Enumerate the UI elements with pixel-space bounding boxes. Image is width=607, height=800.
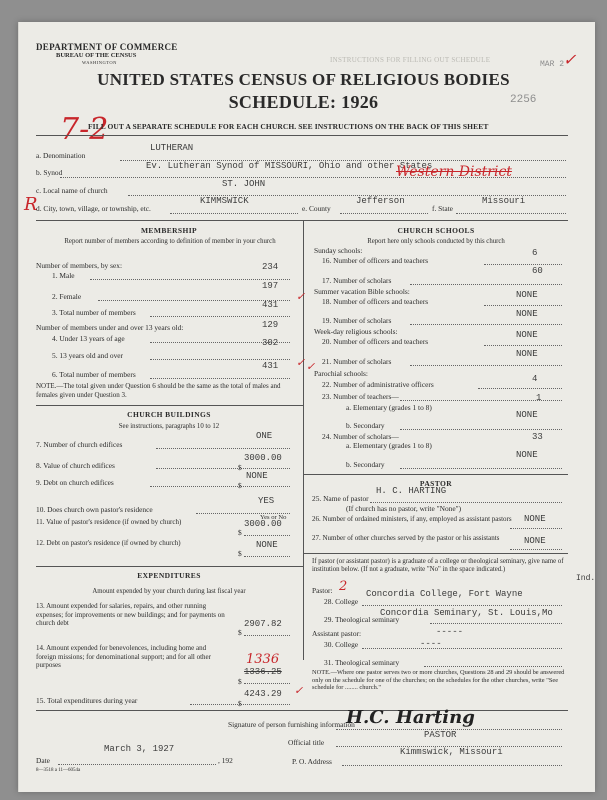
q2-value: 197	[262, 281, 279, 291]
denomination-label: a. Denomination	[36, 151, 86, 160]
form-schedule: SCHEDULE: 1926	[228, 92, 379, 112]
q11-label: 11. Value of pastor's residence (if owned by church)	[36, 518, 182, 526]
q25-label: 25. Name of pastor	[312, 494, 369, 503]
under-over-13-label: Number of members under and over 13 years old:	[36, 323, 184, 332]
membership-instruction: Report number of members according to definition of member in your church	[64, 238, 276, 245]
pastor-heading: PASTOR	[419, 479, 453, 488]
q9-dollar: $	[238, 481, 242, 490]
po-address-label: P. O. Address	[292, 757, 332, 766]
denomination-value: LUTHERAN	[150, 143, 194, 153]
date-label: Date	[36, 756, 50, 765]
handwritten-code: 7-2	[60, 112, 109, 147]
q16-label: 16. Number of officers and teachers	[322, 256, 429, 265]
form-title: UNITED STATES CENSUS OF RELIGIOUS BODIES	[97, 70, 510, 89]
q26-value: NONE	[524, 514, 546, 524]
q29-label: 29. Theological seminary	[324, 615, 400, 624]
pastor-note: NOTE.—Where one pastor serves two or more churches, Questions 28 and 29 should be answered only on the schedule for one of the churches; on the schedules for the other churches, write "See schedule for ........ church."	[312, 669, 565, 691]
q22-label: 22. Number of administrative officers	[322, 380, 434, 389]
state-value: Missouri	[482, 196, 526, 206]
q26-label: 26. Number of ordained ministers, if any, employed as assistant pastors	[312, 515, 512, 523]
q24-label: 24. Number of scholars—	[322, 432, 399, 441]
ind-overflow: Ind.	[576, 574, 596, 583]
city-value: KIMMSWICK	[200, 196, 249, 206]
q21-label: 21. Number of scholars	[322, 357, 392, 366]
q15-dollar: $	[238, 699, 242, 708]
bureau-label: BUREAU OF THE CENSUS	[56, 52, 137, 59]
q23-elementary-label: a. Elementary (grades 1 to 8)	[346, 403, 432, 412]
local-name-label: c. Local name of church	[36, 186, 108, 195]
signature-label: Signature of person furnishing information	[228, 720, 355, 729]
q3-value: 431	[262, 300, 279, 310]
q19-label: 19. Number of scholars	[322, 316, 392, 325]
q8-dollar: $	[238, 463, 242, 472]
q21-value: NONE	[516, 349, 538, 359]
expenditures-instruction: Amount expended by your church during last fiscal year	[92, 588, 246, 595]
q7-label: 7. Number of church edifices	[36, 440, 123, 449]
q27-label: 27. Number of other churches served by the pastor or his assistants	[312, 534, 500, 542]
q13-label: 13. Amount expended for salaries, repairs, and other running expenses; for improvements or new buildings; and for payments on church debt	[36, 602, 225, 627]
q29-value: Concordia Seminary, St. Louis,Mo	[380, 608, 553, 618]
q30-value: ----	[420, 639, 442, 649]
q20-label: 20. Number of officers and teachers	[322, 337, 429, 346]
q1-value: 234	[262, 262, 279, 272]
q23-secondary-label: b. Secondary	[346, 421, 385, 430]
q24-elementary-label: a. Elementary (grades 1 to 8)	[346, 441, 432, 450]
q28-label: 28. College	[324, 597, 359, 606]
q19-value: NONE	[516, 309, 538, 319]
q15-value: 4243.29	[244, 689, 282, 699]
members-by-sex-label: Number of members, by sex:	[36, 261, 122, 270]
q11-value: 3000.00	[244, 519, 282, 529]
q23-value: 1	[536, 393, 542, 403]
parochial-schools-label: Parochial schools:	[314, 369, 368, 378]
yes-no-hint: Yes or No	[260, 514, 287, 521]
handwritten-r: R	[24, 194, 38, 215]
department-label: DEPARTMENT OF COMMERCE	[36, 42, 178, 52]
q15-label: 15. Total expenditures during year	[36, 696, 138, 705]
pastor-number-mark: 2	[339, 579, 348, 594]
college-instruction: If pastor (or assistant pastor) is a graduate of a college or theological seminary, give name of institution below. (If not a graduate, write "No" in the space indicated.)	[312, 558, 564, 573]
q24-value: 33	[532, 432, 543, 442]
q23-secondary-value: NONE	[516, 410, 538, 420]
q25-value: H. C. HARTING	[376, 486, 447, 496]
county-value: Jefferson	[356, 196, 405, 206]
q10-value: YES	[258, 496, 275, 506]
q17-value: 60	[532, 266, 543, 276]
q3-label: 3. Total number of members	[52, 308, 136, 317]
q22-value: 4	[532, 374, 538, 384]
schools-heading: CHURCH SCHOOLS	[397, 226, 475, 235]
q1-label: 1. Male	[52, 271, 75, 280]
q11-dollar: $	[238, 528, 242, 537]
q24-secondary-value: NONE	[516, 450, 538, 460]
membership-heading: MEMBERSHIP	[140, 226, 198, 235]
q18-value: NONE	[516, 290, 538, 300]
red-check-mark: ✓	[563, 50, 577, 69]
buildings-instruction: See instructions, paragraphs 10 to 12	[118, 423, 220, 430]
q30-label: 30. College	[324, 640, 359, 649]
assistant-pastor-value: -----	[436, 627, 464, 637]
sunday-schools-label: Sunday schools:	[314, 246, 363, 255]
q9-value: NONE	[246, 471, 268, 481]
synod-value: Ev. Lutheran Synod of MISSOURI, Ohio and other States	[146, 161, 433, 171]
state-label: f. State	[432, 204, 453, 213]
received-date-stamp: MAR 2	[540, 60, 565, 69]
q18-label: 18. Number of officers and teachers	[322, 297, 429, 306]
q3-check: ✓	[296, 290, 306, 303]
q7-value: ONE	[256, 431, 273, 441]
q16-value: 6	[532, 248, 538, 258]
po-address-value: Kimmswick, Missouri	[400, 747, 503, 757]
pastor-label: Pastor:	[312, 586, 333, 595]
q13-dollar: $	[238, 628, 242, 637]
q2-label: 2. Female	[52, 292, 82, 301]
q15-check: ✓	[294, 684, 304, 697]
year-label: , 192	[218, 756, 233, 765]
file-number-stamp: 2256	[510, 94, 537, 106]
summer-schools-label: Summer vacation Bible schools:	[314, 287, 410, 296]
q27-value: NONE	[524, 536, 546, 546]
q8-value: 3000.00	[244, 453, 282, 463]
washington-label: WASHINGTON	[82, 60, 117, 65]
handwritten-signature: H.C. Harting	[346, 707, 475, 728]
q14-corrected-value: 1336	[246, 652, 280, 667]
q4-value: 129	[262, 320, 279, 330]
q5-label: 5. 13 years old and over	[52, 351, 124, 360]
q6-check: ✓	[296, 356, 306, 369]
q14-label: 14. Amount expended for benevolences, including home and foreign missions; for denominational support; and for all other purposes	[36, 644, 211, 669]
local-name-value: ST. JOHN	[222, 179, 266, 189]
q10-label: 10. Does church own pastor's residence	[36, 505, 153, 514]
q9-label: 9. Debt on church edifices	[36, 478, 114, 487]
official-title-label: Official title	[288, 738, 325, 747]
q31-label: 31. Theological seminary	[324, 658, 400, 667]
synod-label: b. Synod	[36, 168, 63, 177]
fill-instruction: FILL OUT A SEPARATE SCHEDULE FOR EACH CHURCH. SEE INSTRUCTIONS ON THE BACK OF THIS SHEET	[88, 122, 489, 131]
q25-hint: (If church has no pastor, write "None")	[346, 504, 462, 513]
q28-value: Concordia College, Fort Wayne	[366, 589, 523, 599]
q12-label: 12. Debt on pastor's residence (if owned by church)	[36, 539, 181, 547]
q6-label: 6. Total number of members	[52, 370, 136, 379]
assistant-pastor-label: Assistant pastor:	[312, 629, 362, 638]
buildings-heading: CHURCH BUILDINGS	[127, 410, 211, 419]
q14-dollar: $	[238, 677, 242, 686]
weekday-schools-label: Week-day religious schools:	[314, 327, 398, 336]
q17-label: 17. Number of scholars	[322, 276, 392, 285]
q12-dollar: $	[238, 549, 242, 558]
q13-value: 2907.82	[244, 619, 282, 629]
synod-district-handwritten: Western District	[396, 164, 512, 180]
membership-note: NOTE.—The total given under Question 6 should be the same as the total of males and females given under Question 3.	[36, 382, 281, 399]
official-title-value: PASTOR	[424, 730, 457, 740]
form-number: 8—3518 a 11—6054a	[36, 768, 81, 773]
county-label: e. County	[302, 204, 331, 213]
schools-instruction: Report here only schools conducted by this church	[367, 238, 505, 245]
q24-secondary-label: b. Secondary	[346, 460, 385, 469]
q5-value: 302	[262, 338, 279, 348]
q6-value: 431	[262, 361, 279, 371]
q4-label: 4. Under 13 years of age	[52, 334, 125, 343]
bleed-through-text: INSTRUCTIONS FOR FILLING OUT SCHEDULE	[330, 56, 491, 64]
q20-value: NONE	[516, 330, 538, 340]
expenditures-heading: EXPENDITURES	[137, 571, 201, 580]
q21-check: ✓	[306, 360, 316, 373]
q8-label: 8. Value of church edifices	[36, 461, 115, 470]
city-label: d. City, town, village, or township, etc.	[36, 204, 151, 213]
q12-value: NONE	[256, 540, 278, 550]
q23-label: 23. Number of teachers—	[322, 392, 399, 401]
date-value: March 3, 1927	[104, 744, 175, 754]
q14-value: 1336.25	[244, 667, 282, 677]
